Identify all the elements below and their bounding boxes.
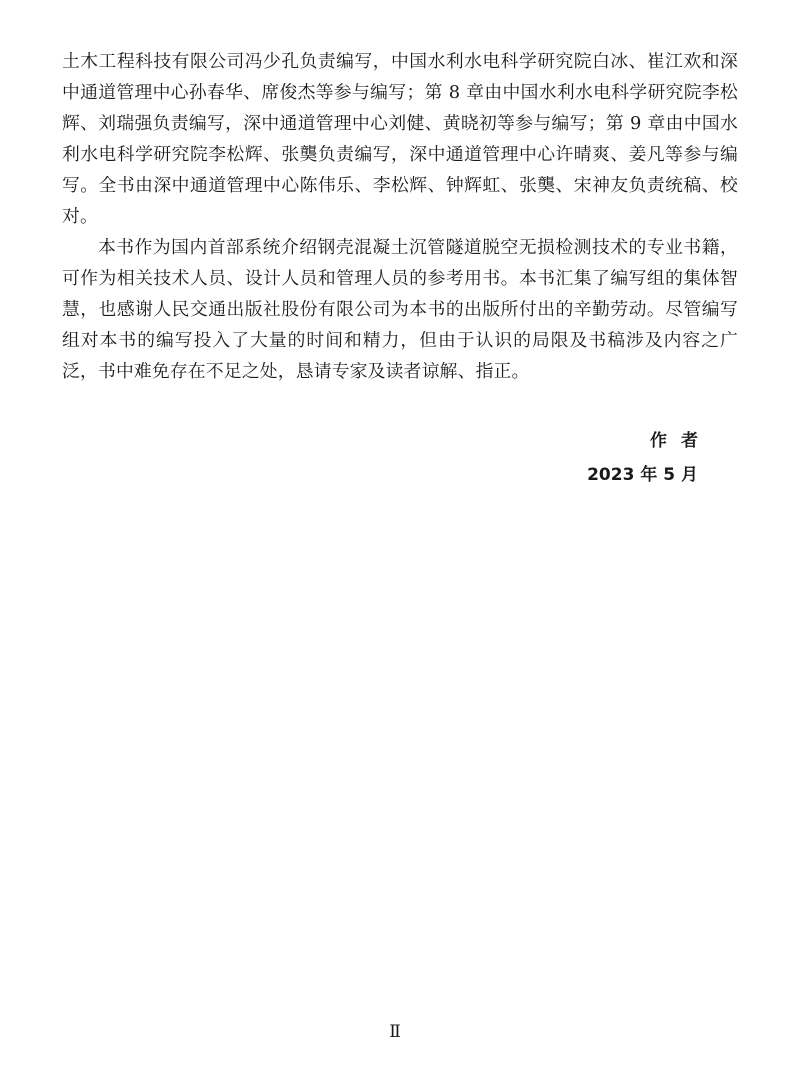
signature-author: 作者 xyxy=(650,431,712,451)
signature-date: 2023 年 5 月 xyxy=(587,465,698,485)
page-number: Ⅱ xyxy=(389,1022,401,1042)
body-paragraph-authors: 土木工程科技有限公司冯少孔负责编写，中国水利水电科学研究院白冰、崔江欢和深中通道管理中心孙春华、席俊杰等参与编写；第 8 章由中国水利水电科学研究院李松辉、刘瑞强负责编写，深中通道管理中心刘健、黄晓初等参与编写；第 9 章由中国水利水电科学研究院李松辉、张龑负责编写，深中通道管理中心许晴爽、姜凡等参与编写。全书由深中通道管理中心陈伟乐、李松辉、钟辉虹、张龑、宋神友负责统稿、校对。 xyxy=(62,51,738,227)
body-paragraph-acknowledgement: 本书作为国内首部系统介绍钢壳混凝土沉管隧道脱空无损检测技术的专业书籍，可作为相关技术人员、设计人员和管理人员的参考用书。本书汇集了编写组的集体智慧，也感谢人民交通出版社股份有限公司为本书的出版所付出的辛勤劳动。尽管编写组对本书的编写投入了大量的时间和精力，但由于认识的局限及书稿涉及内容之广泛，书中难免存在不足之处，恳请专家及读者谅解、指正。 xyxy=(62,237,738,382)
signature-block xyxy=(587,427,712,489)
